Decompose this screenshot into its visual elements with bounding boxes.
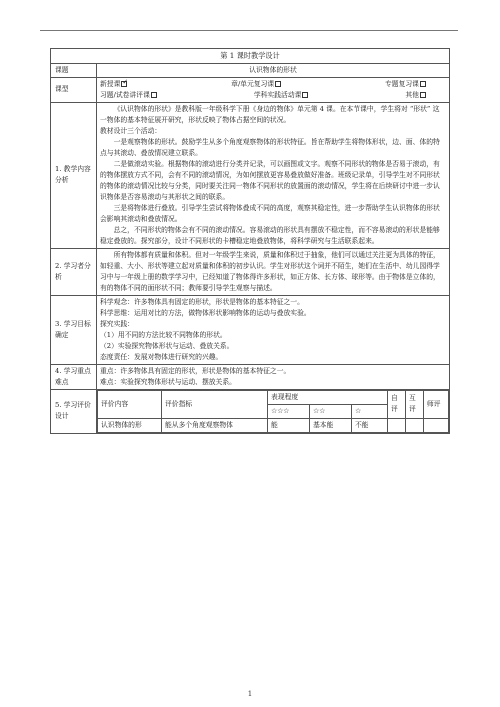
header-rule xyxy=(40,30,458,31)
eval-indicator-header: 评价指标 xyxy=(162,390,268,418)
lesson-type-option-label: 学科实践活动课 xyxy=(253,90,302,99)
lesson-design-table xyxy=(50,48,450,434)
goal-line: 科学思维：运用对比的方法，做物体形状影响物体的运动与叠放实验。 xyxy=(100,308,311,317)
learner-analysis-body xyxy=(97,248,450,295)
lesson-type-option-label: 其他 xyxy=(405,90,419,99)
eval-row-content: 认识物体的形 xyxy=(98,418,162,432)
lesson-type-options xyxy=(97,77,450,102)
key-point-line: 重点：许多物体具有固定的形状，形状是物体的基本特征之一。 xyxy=(100,366,291,375)
star-rating-3: ☆☆☆ xyxy=(268,404,310,418)
lesson-type-option-label: 新授课 xyxy=(100,79,121,88)
star-rating-2: ☆☆ xyxy=(310,404,352,418)
eval-level-header: 表现程度 xyxy=(268,390,388,404)
checkbox-icon[interactable] xyxy=(420,92,426,98)
learning-goals-body xyxy=(97,295,450,364)
evaluation-table xyxy=(97,390,449,433)
analysis-paragraph: 教材设计三个活动： xyxy=(100,126,162,135)
eval-teacher-header: 师评 xyxy=(424,390,449,418)
evaluation-body xyxy=(97,389,450,433)
checkbox-icon[interactable] xyxy=(302,92,308,98)
lesson-type-option[interactable] xyxy=(254,90,309,101)
evaluation-label: 5. 学习评价设计 xyxy=(51,389,97,433)
lesson-type-option[interactable] xyxy=(100,90,157,101)
eval-row-level: 不能 xyxy=(352,418,388,432)
lesson-type-option[interactable] xyxy=(405,90,426,101)
difficult-point-line: 难点：实验探究物体形状与运动、摆放关系。 xyxy=(100,377,236,386)
lesson-type-option-label: 习题/试卷讲评课 xyxy=(100,90,150,99)
evaluation-header-row xyxy=(98,390,449,404)
key-difficult-label: 4. 学习重点难点 xyxy=(51,364,97,389)
page-number: 1 xyxy=(247,690,253,698)
analysis-paragraph: 二是做滚动实验。根据物体的滚动进行分类并记录，可以画图或文字。观察不同形状的物体是否易于滚动，有的物体摆放方式不同，会有不同的滚动情况，为如何摆放更容易叠放做好准备。班级记录单，引导学生对不同形状的物体的滚动情况比较与分类，同时要关注同一物体不同形状的放置面的滚动情况，学生将在后续研讨中进一步认识物体是否容易滚动与其形状之间的联系。 xyxy=(100,159,440,201)
goal-line: 态度责任：发展对物体进行研究的兴趣。 xyxy=(100,352,223,361)
analysis-paragraph: 三是将物体进行叠放。引导学生尝试将物体叠成不同的高度，观察其稳定性，进一步帮助学生认识物体的形状会影响其滚动和叠放情况。 xyxy=(100,203,440,223)
goal-line: （1）用不同的方法比较不同物体的形状。 xyxy=(100,330,227,339)
eval-row-teacher-cell[interactable] xyxy=(424,418,449,432)
topic-label: 课题 xyxy=(51,63,97,77)
analysis-paragraph: 《认识物体的形状》是教科版一年级科学下册《身边的物体》单元第 4 课。在本节课中，学生将对 “形状” 这一物体的基本特征展开研究，形状反映了物体占据空间的状况。 xyxy=(100,104,440,124)
key-difficult-row xyxy=(51,364,450,389)
eval-content-header: 评价内容 xyxy=(98,390,162,418)
title-row xyxy=(51,49,450,64)
learner-paragraph: 所有物体都有质量和体积。但对一年级学生来说，质量和体积过于抽象，他们可以通过关注更为具体的特征，如轻重、大小、形状等建立起对质量和体积的初步认识。学生对形状这个词并不陌生，她们在生活中、幼儿园得学习中与一年级上册的数学学习中，已经知道了物体得许多形状，如正方体、长方体、球形等。由于物体是立体的，有的物体不同的面形状不同；教师要引导学生观察与描述。 xyxy=(100,250,440,292)
goal-line: 科学观念：许多物体具有固定的形状，形状是物体的基本特征之一。 xyxy=(100,297,304,306)
learning-goals-label: 3. 学习目标确定 xyxy=(51,295,97,364)
eval-row-indicator: 能从多个角度观察物体 xyxy=(162,418,268,432)
checkbox-icon[interactable] xyxy=(275,81,281,87)
eval-row-level: 能 xyxy=(268,418,310,432)
analysis-paragraph: 总之，不同形状的物体会有不同的滚动情况。容易滚动的形状具有摆放不稳定性，而不容易滚动的形状是能够稳定叠放的。探究部分，设计不同形状的卡槽稳定地叠放物体，将科学研究与生活联系起来。 xyxy=(100,225,440,245)
topic-value: 认识物体的形状 xyxy=(97,63,450,77)
lesson-type-line-1 xyxy=(100,79,446,90)
learning-goals-row xyxy=(51,295,450,364)
lesson-type-option-label: 专题复习课 xyxy=(385,79,419,88)
lesson-type-option-label: 章/单元复习课 xyxy=(231,79,275,88)
table-row xyxy=(98,418,449,432)
key-difficult-body xyxy=(97,364,450,389)
evaluation-row xyxy=(51,389,450,433)
content-analysis-body xyxy=(97,102,450,248)
content-analysis-label: 1. 教学内容分析 xyxy=(51,102,97,248)
star-rating-1: ☆ xyxy=(352,404,388,418)
eval-row-level: 基本能 xyxy=(310,418,352,432)
lesson-type-line-2 xyxy=(100,90,446,101)
eval-peer-header: 互评 xyxy=(406,390,424,418)
lesson-type-row xyxy=(51,77,450,102)
checkbox-icon[interactable] xyxy=(151,92,157,98)
eval-self-header: 自评 xyxy=(388,390,406,418)
learner-analysis-label: 2. 学习者分析 xyxy=(51,248,97,295)
table-title: 第 1 课时教学设计 xyxy=(51,49,450,64)
learner-analysis-row xyxy=(51,248,450,295)
checkbox-icon[interactable] xyxy=(420,81,426,87)
eval-row-peer-cell[interactable] xyxy=(406,418,424,432)
goal-line: （2）实验探究物体形状与运动、叠放关系。 xyxy=(100,341,234,350)
checkbox-checked-icon[interactable] xyxy=(121,81,127,87)
eval-row-self-cell[interactable] xyxy=(388,418,406,432)
goal-line: 探究实践： xyxy=(100,319,134,328)
content-analysis-row xyxy=(51,102,450,248)
analysis-paragraph: 一是观察物体的形状。鼓励学生从多个角度观察物体的形状特征。旨在帮助学生将物体形状，边、面、体的特点与其滚动、叠放情况建立联系。 xyxy=(100,137,440,157)
topic-row xyxy=(51,63,450,77)
lesson-type-label: 课型 xyxy=(51,77,97,102)
lesson-type-option[interactable] xyxy=(231,79,281,90)
lesson-type-option[interactable] xyxy=(385,79,426,90)
lesson-type-option[interactable] xyxy=(100,79,127,90)
